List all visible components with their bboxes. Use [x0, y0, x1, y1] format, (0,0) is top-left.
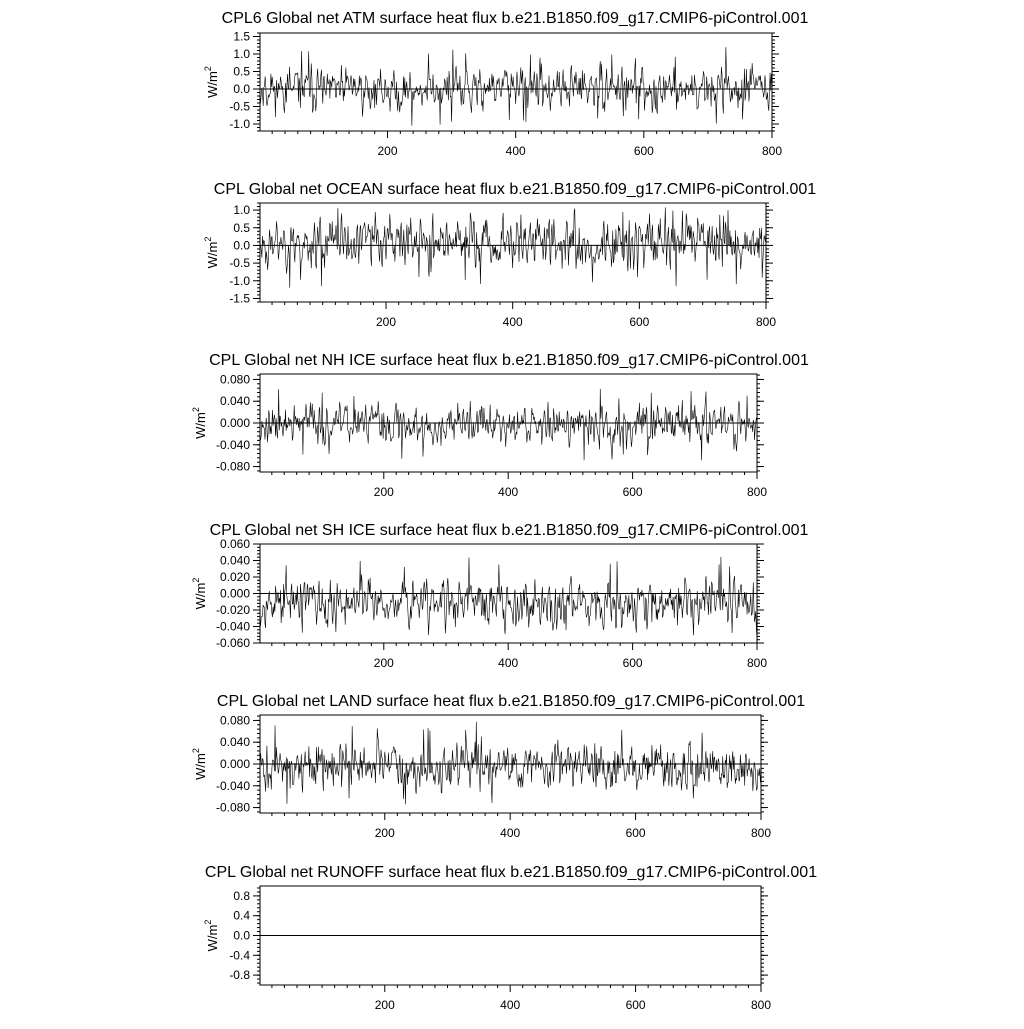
x-tick-label-ocean: 400: [502, 315, 523, 329]
y-tick-label-sh-ice: -0.060: [215, 636, 250, 650]
x-tick-label-land: 600: [625, 826, 646, 840]
y-tick-label-land: -0.080: [215, 800, 250, 815]
y-tick-label-atm: 1.0: [233, 47, 250, 61]
y-tick-label-atm: 0.5: [233, 64, 250, 79]
x-tick-label-land: 200: [374, 826, 395, 840]
y-axis-label-nh-ice: [191, 407, 208, 439]
x-tick-label-nh-ice: 200: [373, 485, 394, 499]
x-tick-label-sh-ice: 600: [622, 656, 643, 670]
y-tick-label-ocean: 1.0: [233, 203, 250, 218]
series-line-ocean: [260, 207, 766, 287]
panel-title-atm: CPL6 Global net ATM surface heat flux b.e21.B1850.f09_g17.CMIP6-piControl.001: [221, 10, 809, 27]
x-tick-label-runoff: 200: [374, 998, 395, 1012]
y-tick-label-land: -0.040: [215, 778, 250, 793]
x-tick-label-atm: 600: [633, 144, 654, 158]
x-tick-label-sh-ice: 200: [373, 656, 394, 670]
series-line-nh-ice: [260, 389, 757, 460]
y-tick-label-runoff: 0.4: [233, 908, 250, 923]
panel-title-runoff: CPL Global net RUNOFF surface heat flux b.e21.B1850.f09_g17.CMIP6-piControl.001: [204, 864, 818, 881]
y-tick-label-sh-ice: 0.020: [219, 570, 250, 584]
x-tick-label-sh-ice: 800: [746, 656, 768, 670]
y-axis-label-exponent-sh-ice: 2: [190, 577, 201, 583]
y-axis-label-atm: [203, 66, 220, 98]
y-tick-label-ocean: 0.0: [233, 238, 250, 253]
x-tick-label-nh-ice: 600: [622, 485, 643, 499]
x-tick-label-sh-ice: 400: [498, 656, 519, 670]
y-tick-label-sh-ice: 0.060: [219, 537, 250, 551]
y-tick-label-nh-ice: 0.080: [219, 372, 250, 387]
y-axis-label-unit-land: W/m: [192, 753, 208, 780]
y-axis-label-sh-ice: [191, 578, 208, 610]
y-tick-label-nh-ice: 0.040: [219, 394, 250, 409]
y-tick-label-land: 0.000: [219, 757, 250, 771]
x-tick-label-runoff: 800: [750, 998, 772, 1012]
y-axis-label-unit-atm: W/m: [205, 71, 221, 98]
panel-nh-ice: [191, 352, 809, 499]
y-tick-label-land: 0.080: [219, 713, 250, 728]
x-tick-label-nh-ice: 400: [498, 485, 519, 499]
x-tick-label-atm: 200: [377, 144, 398, 158]
x-tick-label-runoff: 400: [500, 998, 521, 1012]
y-tick-label-sh-ice: 0.000: [219, 586, 250, 601]
series-line-land: [260, 722, 761, 805]
y-axis-label-unit-sh-ice: W/m: [192, 582, 208, 610]
y-tick-label-atm: -1.0: [229, 117, 250, 131]
y-axis-label-land: [191, 748, 208, 780]
y-tick-label-sh-ice: 0.040: [219, 553, 250, 568]
x-tick-label-atm: 800: [761, 144, 783, 158]
y-tick-label-nh-ice: -0.040: [215, 437, 250, 452]
y-tick-label-ocean: 0.5: [233, 220, 250, 235]
panel-title-ocean: CPL Global net OCEAN surface heat flux b.e21.B1850.f09_g17.CMIP6-piControl.001: [213, 181, 817, 198]
y-tick-label-atm: -0.5: [229, 99, 250, 114]
y-axis-label-exponent-atm: 2: [203, 66, 214, 72]
y-axis-label-ocean: [203, 237, 220, 269]
panel-title-sh-ice: CPL Global net SH ICE surface heat flux b.e21.B1850.f09_g17.CMIP6-piControl.001: [209, 522, 809, 539]
y-tick-label-atm: 0.0: [233, 82, 250, 96]
y-tick-label-runoff: 0.0: [233, 928, 250, 943]
y-tick-label-land: 0.040: [219, 735, 250, 750]
y-tick-label-sh-ice: -0.040: [215, 619, 250, 634]
x-tick-label-atm: 400: [505, 144, 526, 158]
x-tick-label-ocean: 600: [629, 315, 650, 329]
x-tick-label-land: 800: [750, 826, 772, 840]
y-axis-label-runoff: [203, 920, 220, 952]
y-tick-label-sh-ice: -0.020: [215, 603, 250, 617]
y-tick-label-ocean: -1.5: [229, 291, 250, 306]
y-axis-label-unit-ocean: W/m: [205, 241, 221, 269]
x-tick-label-land: 400: [500, 826, 521, 840]
y-tick-label-runoff: -0.4: [229, 948, 250, 963]
y-axis-label-exponent-nh-ice: 2: [190, 407, 201, 413]
y-tick-label-ocean: -1.0: [229, 273, 250, 288]
panel-sh-ice: [191, 522, 809, 670]
x-tick-label-nh-ice: 800: [746, 485, 768, 499]
y-axis-label-exponent-runoff: 2: [203, 919, 214, 925]
y-tick-label-runoff: 0.8: [233, 888, 250, 903]
x-tick-label-runoff: 600: [625, 998, 646, 1012]
panel-title-nh-ice: CPL Global net NH ICE surface heat flux b.e21.B1850.f09_g17.CMIP6-piControl.001: [209, 352, 809, 369]
series-line-atm: [260, 47, 772, 126]
panel-atm: [203, 10, 808, 158]
panel-title-land: CPL Global net LAND surface heat flux b.e21.B1850.f09_g17.CMIP6-piControl.001: [216, 693, 806, 710]
y-tick-label-ocean: -0.5: [229, 256, 250, 271]
y-tick-label-atm: 1.5: [233, 29, 250, 44]
y-axis-label-unit-runoff: W/m: [205, 924, 221, 952]
y-tick-label-runoff: -0.8: [229, 968, 250, 983]
y-axis-label-exponent-ocean: 2: [203, 236, 214, 242]
series-line-sh-ice: [260, 557, 757, 639]
panel-land: [191, 693, 805, 840]
y-axis-label-unit-nh-ice: W/m: [192, 412, 208, 439]
x-tick-label-ocean: 200: [376, 315, 397, 329]
y-tick-label-nh-ice: -0.080: [215, 459, 250, 474]
x-tick-label-ocean: 800: [755, 315, 777, 329]
y-tick-label-nh-ice: 0.000: [219, 416, 250, 430]
panel-runoff: [203, 864, 817, 1012]
panel-ocean: [203, 181, 816, 329]
y-axis-label-exponent-land: 2: [190, 748, 201, 754]
